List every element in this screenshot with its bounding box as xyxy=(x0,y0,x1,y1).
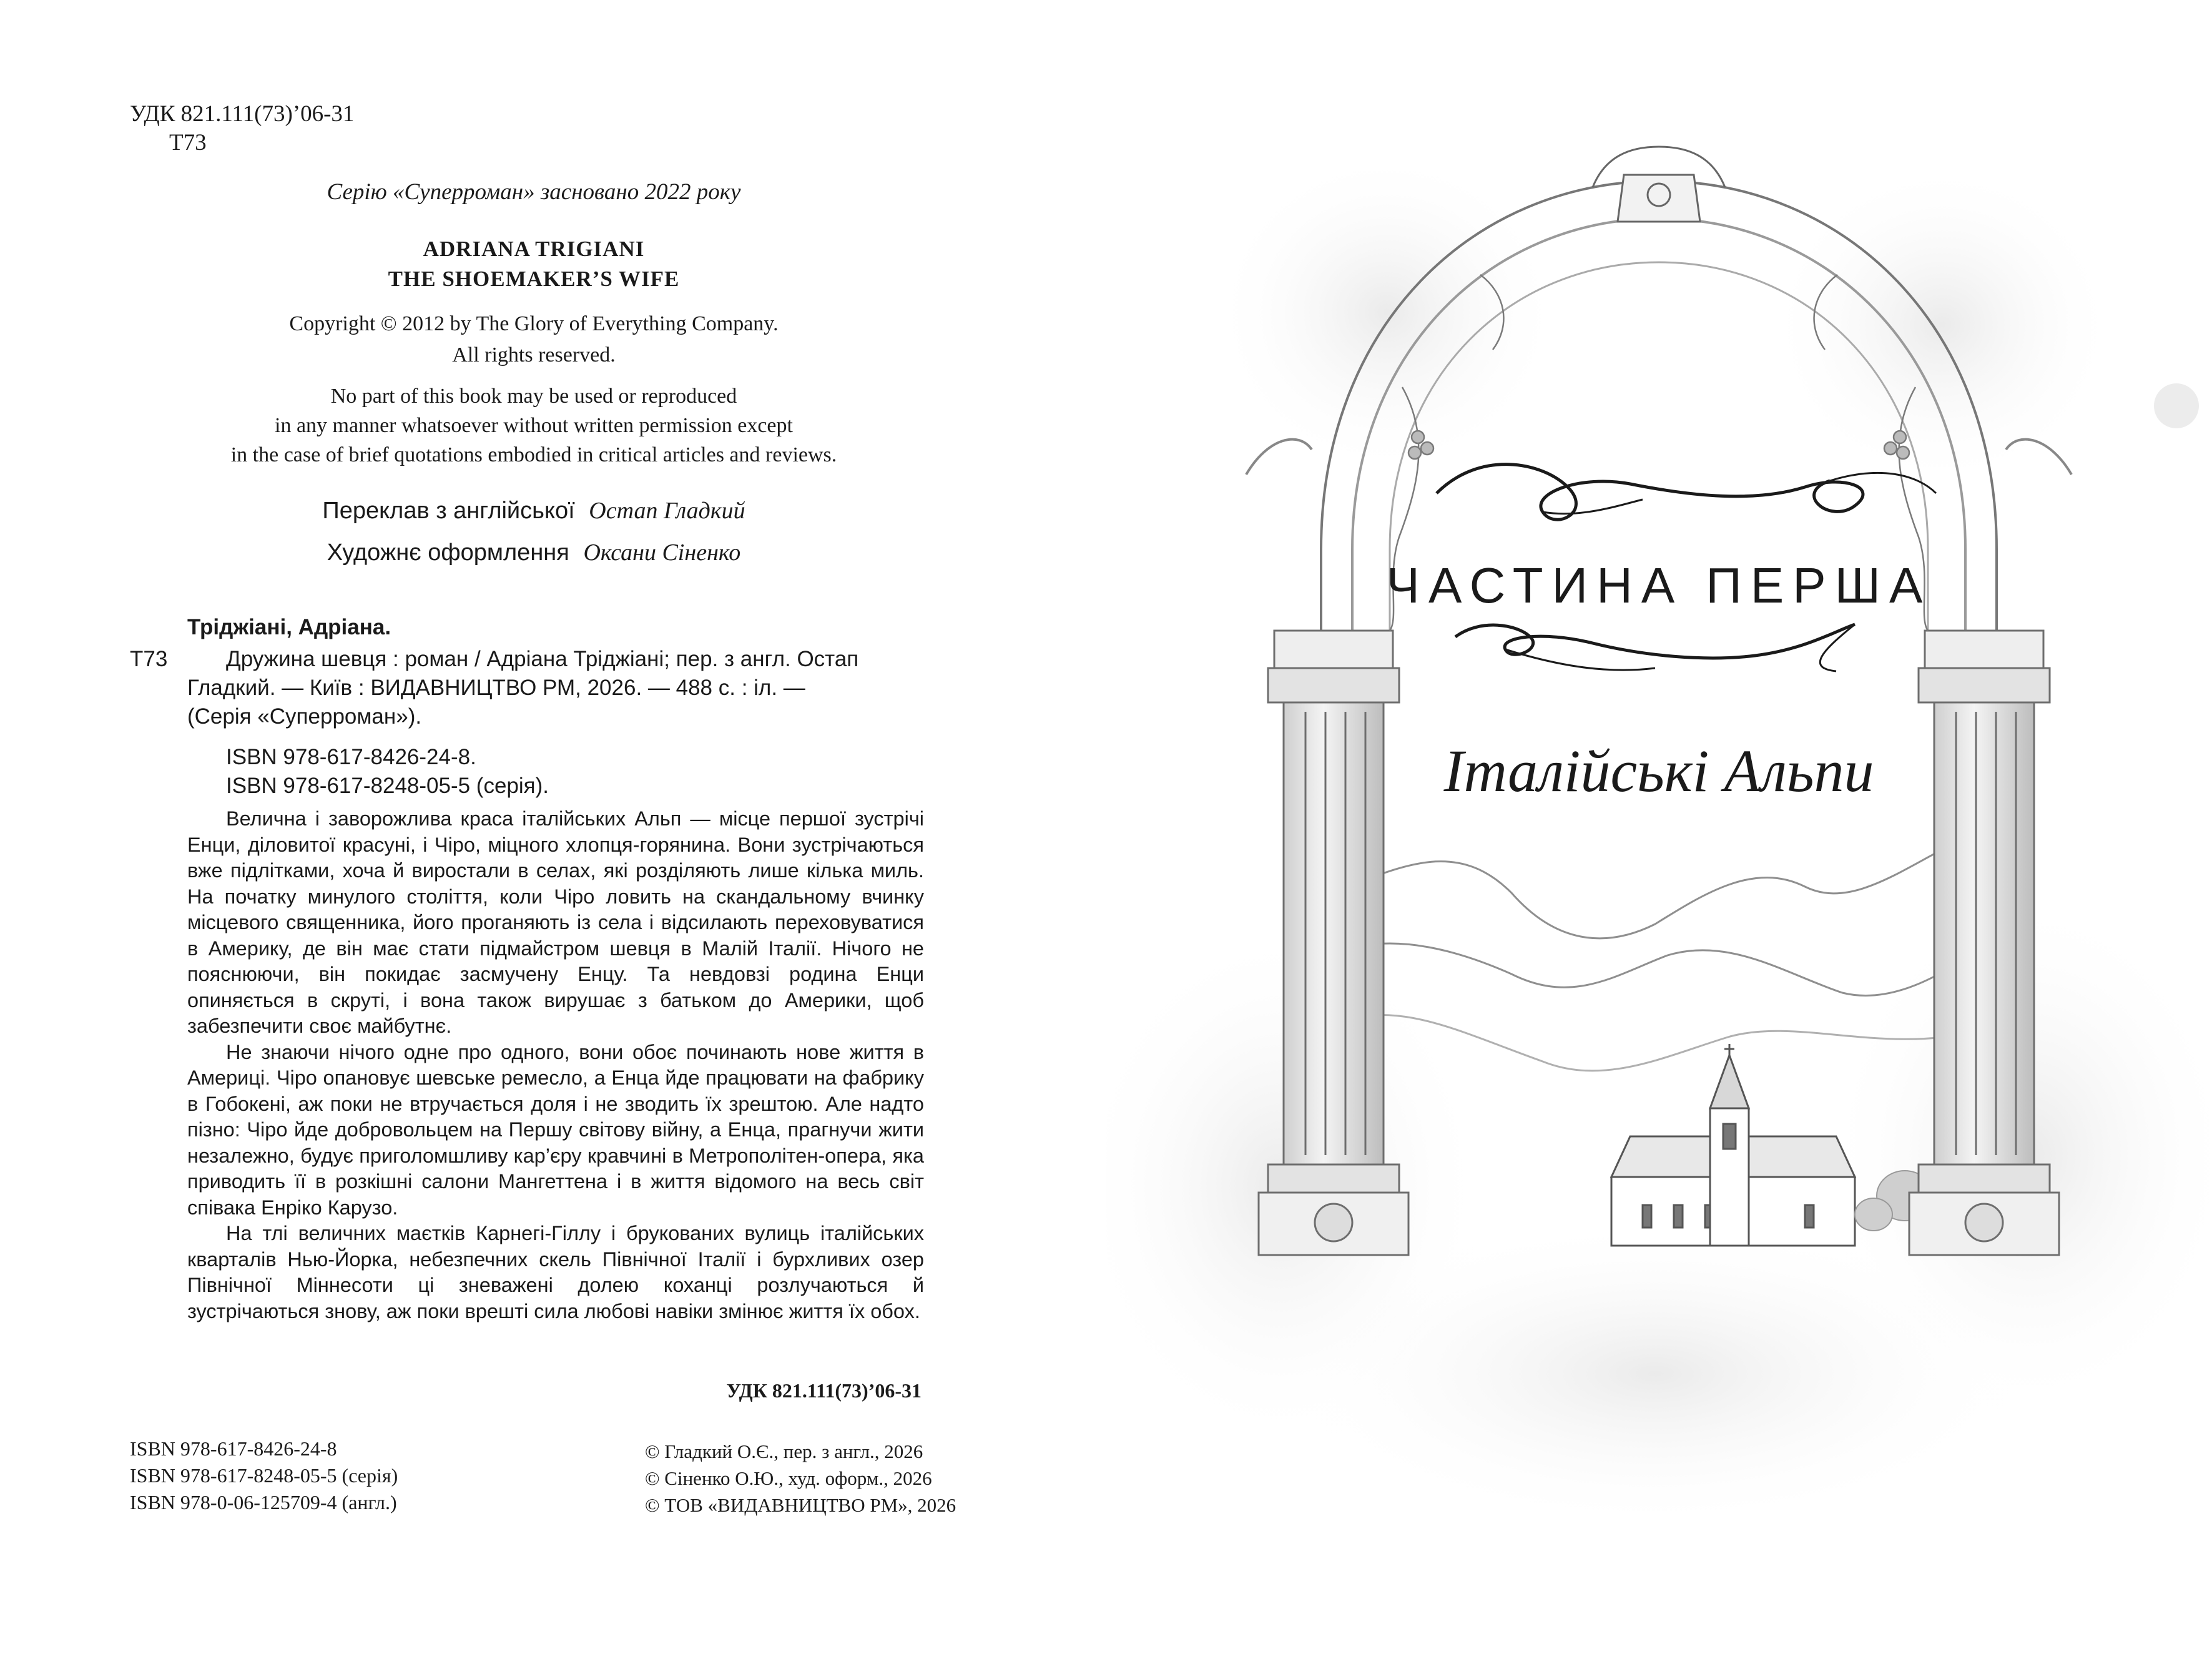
design-label: Художнє оформлення xyxy=(327,539,569,566)
copyright-block xyxy=(645,1438,956,1519)
copyright-line-1: Copyright © 2012 by The Glory of Everything Company. xyxy=(289,312,779,335)
udk-bottom: УДК 821.111(73)’06-31 xyxy=(726,1379,922,1402)
flourish-bottom xyxy=(1455,624,1855,671)
rights-line-1: No part of this book may be used or reproduced xyxy=(330,385,737,408)
part-title-page xyxy=(1106,0,2212,1659)
original-title-block xyxy=(131,234,936,294)
isbn-block xyxy=(130,1435,398,1516)
isbn-line: ISBN 978-0-06-125709-4 (англ.) xyxy=(130,1491,397,1514)
udk-top xyxy=(130,100,354,157)
isbn-line: ISBN 978-617-8426-24-8 xyxy=(130,1437,337,1460)
church xyxy=(1611,1044,1855,1246)
catalog-code: Т73 xyxy=(130,647,168,671)
annotation-paragraph-1: Велична і заворожлива краса італійських Альп — місце першої зустрічі Енци, діловитої красуні, і Чіро, міцного хлопця-горянина. Вони зустрічаються вже підлітками, хоча й виростали в селах, які розділяють лише кілька миль. На початку минулого століття, коли Чіро ловить на скандальному вчинку місцевого священника, його проганяють із села і відсилають переховуватися в Америку, де він має стати підмайстром шевця в Малій Італії. Нічого не пояснюючи, він покидає засмучену Енцу. Та невдовзі родина Енци опиняється в скруті, і вона також вирушає з батьком до Америки, щоб забезпечити своє майбутнє. xyxy=(187,807,924,1037)
annotation-paragraph-2: Не знаючи нічого одне про одного, вони обоє починають нове життя в Америці. Чіро опановує шевське ремесло, а Енца йде працювати на фабрику в Гобокені, аж поки не втручається доля і не зводить їх зрештою. Але надто пізно: Чіро йде добровольцем на Першу світову війну, а Енца, прагнучи жити незалежно, будує приголомшливу кар’єру кравчині в Метрополітен-опера, яка приводить її в розкішні салони Мангеттена і в життя відомого на весь світ співака Енріко Карузо. xyxy=(187,1040,924,1219)
copyright-notice xyxy=(131,308,936,371)
translator-label: Переклав з англійської xyxy=(322,498,575,524)
catalog-isbn-line-1: ISBN 978-617-8426-24-8. xyxy=(226,745,476,769)
catalog-entry xyxy=(187,645,924,731)
flourish-top xyxy=(1437,465,1936,520)
udk-top-code: УДК 821.111(73)’06-31 xyxy=(130,101,355,127)
isbn-line: ISBN 978-617-8248-05-5 (серія) xyxy=(130,1464,398,1487)
catalog-entry-line-2: Гладкий. — Київ : ВИДАВНИЦТВО РМ, 2026. — 488 с. : іл. — xyxy=(187,676,805,700)
copyright-holder-line: © ТОВ «ВИДАВНИЦТВО РМ», 2026 xyxy=(645,1494,956,1516)
copyright-holder-line: © Сіненко О.Ю., худ. оформ., 2026 xyxy=(645,1467,932,1489)
arch-illustration xyxy=(1106,0,2212,1659)
part-subtitle: Італійські Альпи xyxy=(1443,737,1874,804)
catalog-isbn-line-2: ISBN 978-617-8248-05-5 (серія). xyxy=(226,774,549,798)
annotation xyxy=(187,806,924,1324)
original-title: THE SHOEMAKER’S WIFE xyxy=(388,267,680,291)
series-note: Серію «Суперроман» засновано 2022 року xyxy=(327,179,741,205)
copyright-line-2: All rights reserved. xyxy=(452,343,616,367)
part-label: ЧАСТИНА ПЕРША xyxy=(1386,558,1932,613)
rights-line-2: in any manner whatsoever without written permission except xyxy=(275,414,793,437)
design-name: Оксани Сіненко xyxy=(583,539,741,566)
rights-line-3: in the case of brief quotations embodied in critical articles and reviews. xyxy=(230,443,837,466)
original-author: ADRIANA TRIGIANI xyxy=(423,237,645,261)
catalog-isbn xyxy=(226,743,549,800)
catalog-heading: Тріджіані, Адріана. xyxy=(187,615,391,639)
rights-notice xyxy=(131,382,936,470)
translator-name: Остап Гладкий xyxy=(589,498,745,524)
catalog-entry-line-1: Дружина шевця : роман / Адріана Тріджіані; пер. з англ. Остап xyxy=(226,647,859,671)
watercolor-wash xyxy=(1106,150,2212,1530)
copyright-holder-line: © Гладкий О.Є., пер. з англ., 2026 xyxy=(645,1440,923,1462)
design-credit xyxy=(131,537,936,568)
catalog-entry-line-3: (Серія «Суперроман»). xyxy=(187,704,422,729)
annotation-paragraph-3: На тлі величних маєтків Карнегі-Гіллу і брукованих вулиць італійських кварталів Нью-Йорка, небезпечних скель Північної Італії і бурхливих озер Північної Міннесоти ці зневажені долею коханці розлучаються й зустрічаються знову, аж поки врешті сила любові навіки змінює життя їх обох. xyxy=(187,1222,924,1322)
translator-credit xyxy=(131,495,936,526)
author-code-top: Т73 xyxy=(169,130,207,155)
